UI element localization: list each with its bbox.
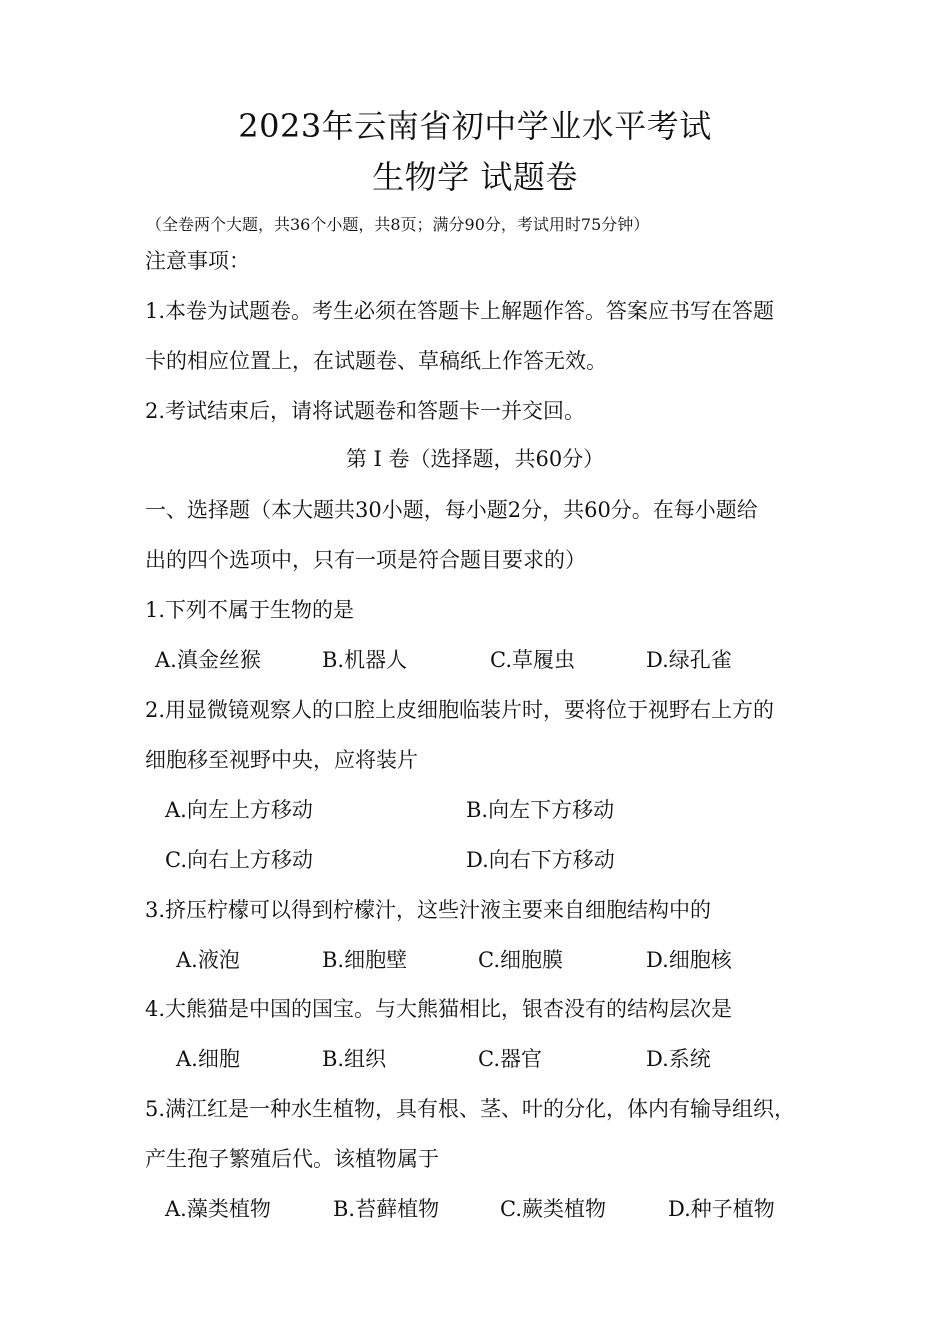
question-2-option-c: C.向右上方移动 — [165, 848, 313, 872]
question-1-option-a: A.滇金丝猴 — [155, 648, 261, 672]
question-1-option-b: B.机器人 — [322, 648, 408, 672]
question-2-stem: 2.用显微镜观察人的口腔上皮细胞临装片时，要将位于视野右上方的 — [145, 698, 775, 722]
notice-item-1-cont: 卡的相应位置上，在试题卷、草稿纸上作答无效。 — [145, 349, 607, 373]
question-5-stem-cont: 产生孢子繁殖后代。该植物属于 — [145, 1147, 439, 1171]
question-1-option-d: D.绿孔雀 — [646, 648, 732, 672]
notice-item-1: 1.本卷为试题卷。考生必须在答题卡上解题作答。答案应书写在答题 — [145, 299, 775, 323]
notice-item-2: 2.考试结束后，请将试题卷和答题卡一并交回。 — [145, 399, 586, 423]
subject-title: 生物学 试题卷 — [372, 158, 578, 196]
question-5-option-b: B.苔藓植物 — [333, 1197, 440, 1221]
section-instruction-cont: 出的四个选项中，只有一项是符合题目要求的） — [145, 548, 586, 572]
question-3-option-b: B.细胞壁 — [322, 948, 408, 972]
question-2-option-d: D.向右下方移动 — [466, 848, 615, 872]
question-5-option-c: C.蕨类植物 — [500, 1197, 606, 1221]
question-5-option-d: D.种子植物 — [668, 1197, 775, 1221]
question-4-option-c: C.器官 — [478, 1047, 542, 1071]
notice-heading: 注意事项： — [145, 249, 250, 273]
question-3-option-d: D.细胞核 — [646, 948, 732, 972]
question-5-stem: 5.满江红是一种水生植物，具有根、茎、叶的分化，体内有输导组织， — [145, 1097, 796, 1121]
question-2-option-a: A.向左上方移动 — [165, 798, 313, 822]
question-4-option-b: B.组织 — [322, 1047, 387, 1071]
question-5-option-a: A.藻类植物 — [165, 1197, 271, 1221]
question-2-option-b: B.向左下方移动 — [466, 798, 615, 822]
question-3-option-c: C.细胞膜 — [478, 948, 563, 972]
exam-title: 2023年云南省初中学业水平考试 — [238, 107, 712, 145]
section-instruction: 一、选择题（本大题共30小题，每小题2分，共60分。在每小题给 — [145, 498, 758, 522]
section-title: 第 I 卷（选择题，共60分） — [345, 447, 605, 471]
exam-info: （全卷两个大题，共36个小题，共8页；满分90分，考试用时75分钟） — [146, 215, 650, 234]
question-3-option-a: A.液泡 — [176, 948, 240, 972]
question-1-option-c: C.草履虫 — [490, 648, 575, 672]
question-1-stem: 1.下列不属于生物的是 — [145, 598, 355, 622]
question-4-option-d: D.系统 — [646, 1047, 711, 1071]
question-2-stem-cont: 细胞移至视野中央，应将装片 — [145, 748, 418, 772]
question-3-stem: 3.挤压柠檬可以得到柠檬汁，这些汁液主要来自细胞结构中的 — [145, 898, 712, 922]
question-4-stem: 4.大熊猫是中国的国宝。与大熊猫相比，银杏没有的结构层次是 — [145, 997, 733, 1021]
question-4-option-a: A.细胞 — [176, 1047, 240, 1071]
